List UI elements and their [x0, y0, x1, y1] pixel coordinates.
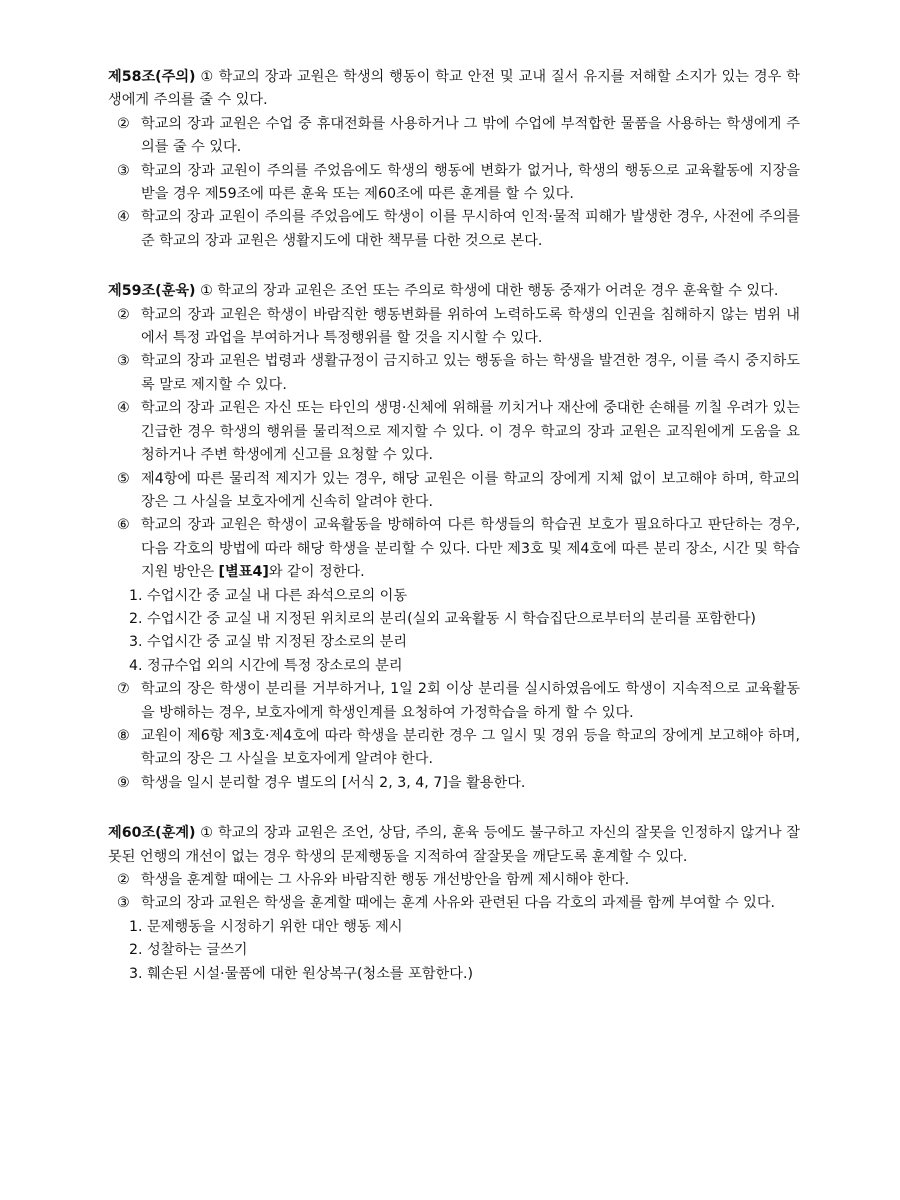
- article-60-title: 제60조(훈계): [108, 825, 196, 842]
- list-item: 1. 문제행동을 시정하기 위한 대안 행동 제시: [129, 918, 403, 935]
- article-59-para-7: ⑦ 학교의 장은 학생이 분리를 거부하거나, 1일 2회 이상 분리를 실시하였음에도 학생이 지속적으로 교육활동을 방해하는 경우, 보호자에게 학생인계를 요청하여 가정학습을 하게 할 수 있다.: [117, 681, 800, 721]
- article-58-first-paragraph: [108, 66, 800, 113]
- article-58-para-3: ③ 학교의 장과 교원이 주의를 주었음에도 학생의 행동에 변화가 없거나, 학생의 행동으로 교육활동에 지장을 받을 경우 제59조에 따른 훈육 또는 제60조에 따른 훈계를 할 수 있다.: [117, 162, 800, 203]
- article-59-para-3: ③ 학교의 장과 교원은 법령과 생활규정이 금지하고 있는 행동을 하는 학생을 발견한 경우, 이를 즉시 중지하도록 말로 제지할 수 있다.: [117, 353, 800, 393]
- article-58-para-1-text: ① 학교의 장과 교원은 학생의 행동이 학교 안전 및 교내 질서 유지를 저해할 소지가 있는 경우 학생에게 주의를 줄 수 있다.: [108, 69, 800, 109]
- list-item: 3. 수업시간 중 교실 밖 지정된 장소로의 분리: [129, 634, 408, 651]
- article-59-para-4: ④ 학교의 장과 교원은 자신 또는 타인의 생명·신체에 위해를 끼치거나 재산에 중대한 손해를 끼칠 우려가 있는 긴급한 경우 학생의 행위를 물리적으로 제지할 수 있다. 이 경우 학교의 장과 교원은 교직원에게 도움을 요청하거나 주변 학생에게 신고를 요청할 수 있다.: [117, 400, 800, 464]
- appendix-reference: [별표4]: [218, 564, 269, 581]
- article-60: [108, 822, 800, 986]
- article-59-title: 제59조(훈육): [108, 283, 196, 300]
- article-60-para-1-text: ① 학교의 장과 교원은 조언, 상담, 주의, 훈육 등에도 불구하고 자신의 잘못을 인정하지 않거나 잘못된 언행의 개선이 없는 경우 학생의 문제행동을 지적하여 잘잘못을 깨닫도록 훈계할 수 있다.: [108, 825, 800, 865]
- article-58: [108, 66, 800, 253]
- article-60-para-2: ② 학생을 훈계할 때에는 그 사유와 바람직한 행동 개선방안을 함께 제시해야 한다.: [117, 872, 630, 888]
- article-59-para-6: ⑥ 학교의 장과 교원은 학생이 교육활동을 방해하여 다른 학생들의 학습권 보호가 필요하다고 판단하는 경우, 다음 각호의 방법에 따라 해당 학생을 분리할 수 있다. 다만 제3호 및 제4호에 따른 분리 장소, 시간 및 학습지원 방안은 [별표4]와 같이 정한다.: [117, 517, 800, 581]
- article-58-para-4: ④ 학교의 장과 교원이 주의를 주었음에도 학생이 이를 무시하여 인적·물적 피해가 발생한 경우, 사전에 주의를 준 학교의 장과 교원은 생활지도에 대한 책무를 다한 것으로 본다.: [117, 209, 800, 249]
- article-59-para-8: ⑧ 교원이 제6항 제3호·제4호에 따라 학생을 분리한 경우 그 일시 및 경위 등을 학교의 장에게 보고해야 하며, 학교의 장은 그 사실을 보호자에게 알려야 한다.: [117, 727, 800, 768]
- article-58-para-2: ② 학교의 장과 교원은 수업 중 휴대전화를 사용하거나 그 밖에 수업에 부적합한 물품을 사용하는 학생에게 주의를 줄 수 있다.: [117, 115, 800, 156]
- article-59-para-9: ⑨ 학생을 일시 분리할 경우 별도의 [서식 2, 3, 4, 7]을 활용한다.: [117, 774, 526, 791]
- article-59-para-2: ② 학교의 장과 교원은 학생이 바람직한 행동변화를 위하여 노력하도록 학생의 인권을 침해하지 않는 범위 내에서 특정 과업을 부여하거나 특정행위를 할 것을 지시할 수 있다.: [117, 306, 800, 347]
- article-59-para-1-text: ① 학교의 장과 교원은 조언 또는 주의로 학생에 대한 행동 중재가 어려운 경우 훈육할 수 있다.: [200, 283, 779, 300]
- article-59-first-paragraph: [108, 280, 800, 303]
- list-item: 2. 성찰하는 글쓰기: [129, 942, 248, 959]
- list-item: 4. 정규수업 외의 시간에 특정 장소로의 분리: [129, 657, 403, 674]
- article-60-para-3: ③ 학교의 장과 교원은 학생을 훈계할 때에는 훈계 사유와 관련된 다음 각호의 과제를 함께 부여할 수 있다.: [117, 895, 776, 912]
- list-item: 3. 훼손된 시설·물품에 대한 원상복구(청소를 포함한다.): [129, 965, 473, 982]
- article-58-title: 제58조(주의): [108, 69, 196, 85]
- list-item: 2. 수업시간 중 교실 내 지정된 위치로의 분리(실외 교육활동 시 학습집단으로부터의 분리를 포함한다): [129, 610, 756, 627]
- article-59-para-5: ⑤ 제4항에 따른 물리적 제지가 있는 경우, 해당 교원은 이를 학교의 장에게 지체 없이 보고해야 하며, 학교의 장은 그 사실을 보호자에게 신속히 알려야 한다.: [117, 470, 800, 510]
- article-59: [108, 280, 800, 795]
- article-60-first-paragraph: [108, 822, 800, 869]
- list-item: 1. 수업시간 중 교실 내 다른 좌석으로의 이동: [129, 587, 408, 604]
